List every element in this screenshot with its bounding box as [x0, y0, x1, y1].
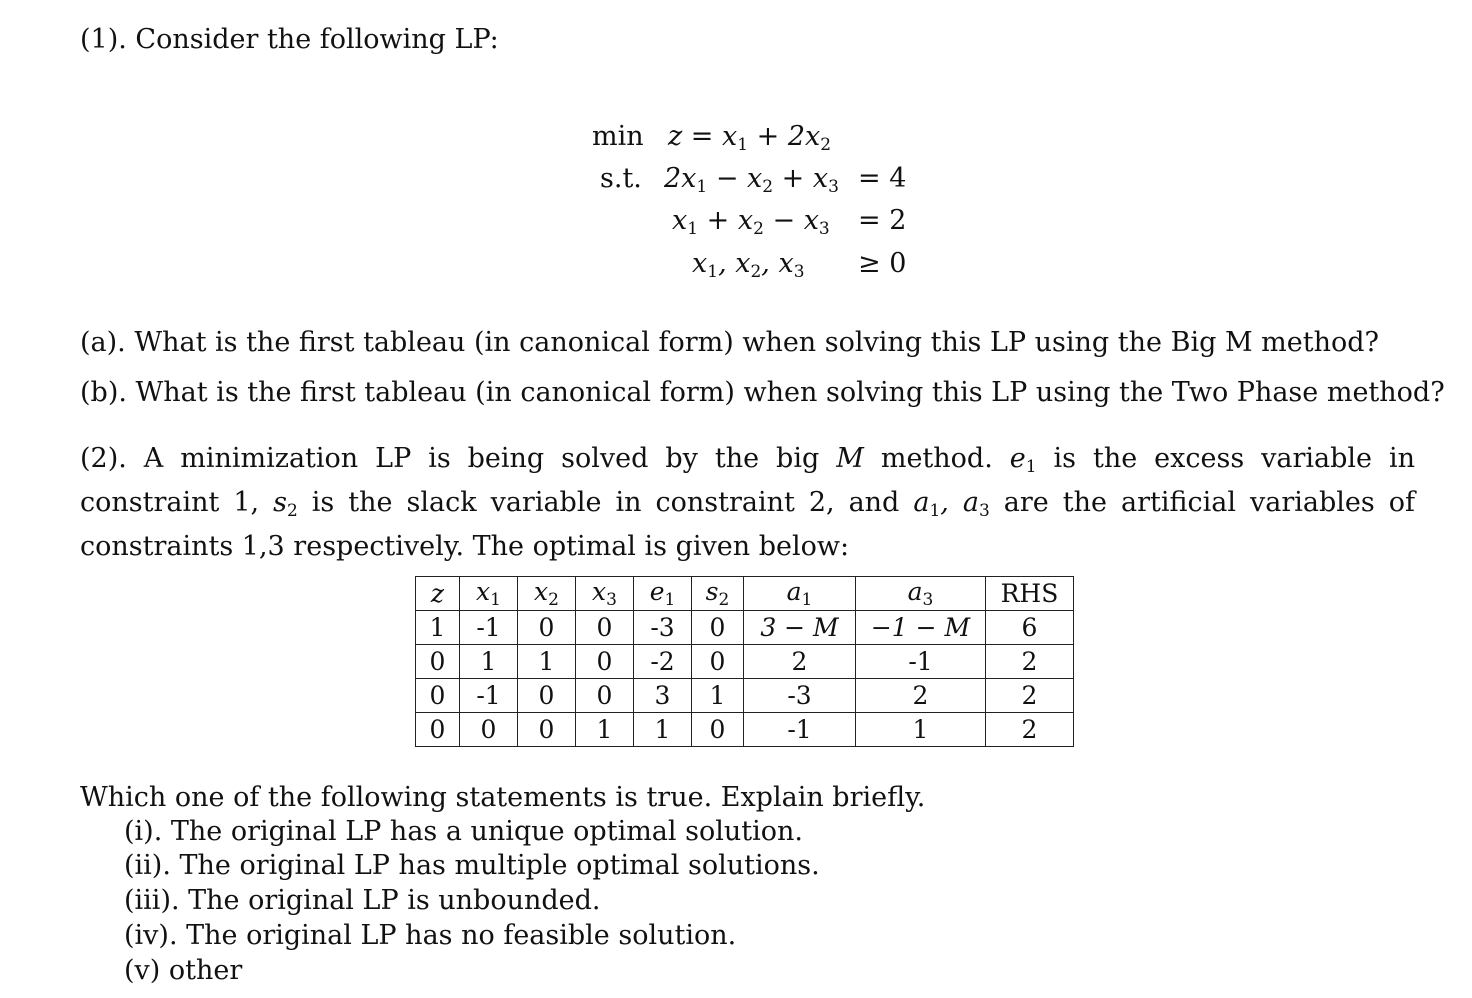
option-ii: (ii). The original LP has multiple optimal solutions.: [124, 850, 820, 881]
table-cell: 0: [518, 713, 576, 747]
table-cell: 0: [576, 611, 634, 645]
subject-to-keyword: s.t.: [600, 163, 642, 194]
header-x3: $x_3$: [576, 577, 634, 611]
table-cell: -1: [460, 611, 518, 645]
table-cell: -1: [856, 645, 986, 679]
table-cell: 2: [986, 645, 1074, 679]
table-cell: 6: [986, 611, 1074, 645]
table-cell: 0: [692, 645, 744, 679]
table-cell: 0: [692, 713, 744, 747]
table-cell: 0: [416, 713, 460, 747]
table-cell: -3: [744, 679, 856, 713]
header-a1: $a_1$: [744, 577, 856, 611]
table-cell: 1: [634, 713, 692, 747]
table-cell: 1: [576, 713, 634, 747]
objective-keyword: min: [592, 121, 644, 152]
which-statement-prompt: Which one of the following statements is true. Explain briefly.: [80, 782, 926, 813]
table-cell: −1 − M: [856, 611, 986, 645]
table-row: [416, 679, 1074, 713]
table-cell: 1: [692, 679, 744, 713]
header-x1: $x_1$: [460, 577, 518, 611]
table-cell: -1: [744, 713, 856, 747]
table-cell: 0: [416, 679, 460, 713]
table-cell: 3 − M: [744, 611, 856, 645]
header-s2: $s_2$: [692, 577, 744, 611]
header-x2: $x_2$: [518, 577, 576, 611]
constraint-2-lhs: $x_1 + x_2 - x_3$: [672, 205, 830, 239]
header-rhs: RHS: [986, 577, 1074, 611]
nonnegativity-rel: ≥ 0: [858, 248, 907, 279]
option-iii: (iii). The original LP is unbounded.: [124, 885, 601, 916]
table-cell: 0: [576, 645, 634, 679]
table-cell: 1: [856, 713, 986, 747]
table-cell: 2: [986, 713, 1074, 747]
question-1a: (a). What is the first tableau (in canonical form) when solving this LP using the Big M method?: [80, 327, 1380, 358]
table-cell: 2: [856, 679, 986, 713]
table-cell: 0: [692, 611, 744, 645]
header-a3: $a_3$: [856, 577, 986, 611]
question-1-heading: (1). Consider the following LP:: [80, 24, 499, 55]
table-row: [416, 713, 1074, 747]
nonnegativity-vars: $x_1$, $x_2$, $x_3$: [692, 248, 805, 282]
objective-function: $z = x_1 + 2x_2$: [668, 121, 832, 155]
constraint-1-lhs: $2x_1 - x_2 + x_3$: [664, 163, 839, 197]
table-row: [416, 645, 1074, 679]
table-cell: 1: [518, 645, 576, 679]
option-iv: (iv). The original LP has no feasible solution.: [124, 920, 737, 951]
table-cell: 2: [744, 645, 856, 679]
table-cell: -1: [460, 679, 518, 713]
table-cell: 1: [460, 645, 518, 679]
question-1b: (b). What is the first tableau (in canonical form) when solving this LP using the Two Phase method?: [80, 377, 1445, 408]
constraint-2-rhs: = 2: [858, 205, 907, 236]
table-cell: -3: [634, 611, 692, 645]
table-cell: 0: [518, 611, 576, 645]
table-cell: -2: [634, 645, 692, 679]
table-cell: 0: [460, 713, 518, 747]
table-header-row: [416, 577, 1074, 611]
table-cell: 0: [416, 645, 460, 679]
table-row: [416, 611, 1074, 645]
header-z: z: [416, 577, 460, 611]
table-cell: 2: [986, 679, 1074, 713]
table-cell: 3: [634, 679, 692, 713]
option-v: (v) other: [124, 955, 243, 986]
table-cell: 0: [576, 679, 634, 713]
optimal-tableau: [415, 576, 1074, 747]
header-e1: $e_1$: [634, 577, 692, 611]
question-2-text: (2). A minimization LP is being solved by the big M method. $e_1$ is the excess variable in constraint 1, $s_2$ is the slack variable in constraint 2, and $a_1$, $a_3$ are the artificial variables of constraints 1,3 respectively. The optimal is given below:: [80, 443, 1416, 562]
option-i: (i). The original LP has a unique optimal solution.: [124, 816, 803, 847]
constraint-1-rhs: = 4: [858, 163, 907, 194]
table-cell: 0: [518, 679, 576, 713]
table-cell: 1: [416, 611, 460, 645]
